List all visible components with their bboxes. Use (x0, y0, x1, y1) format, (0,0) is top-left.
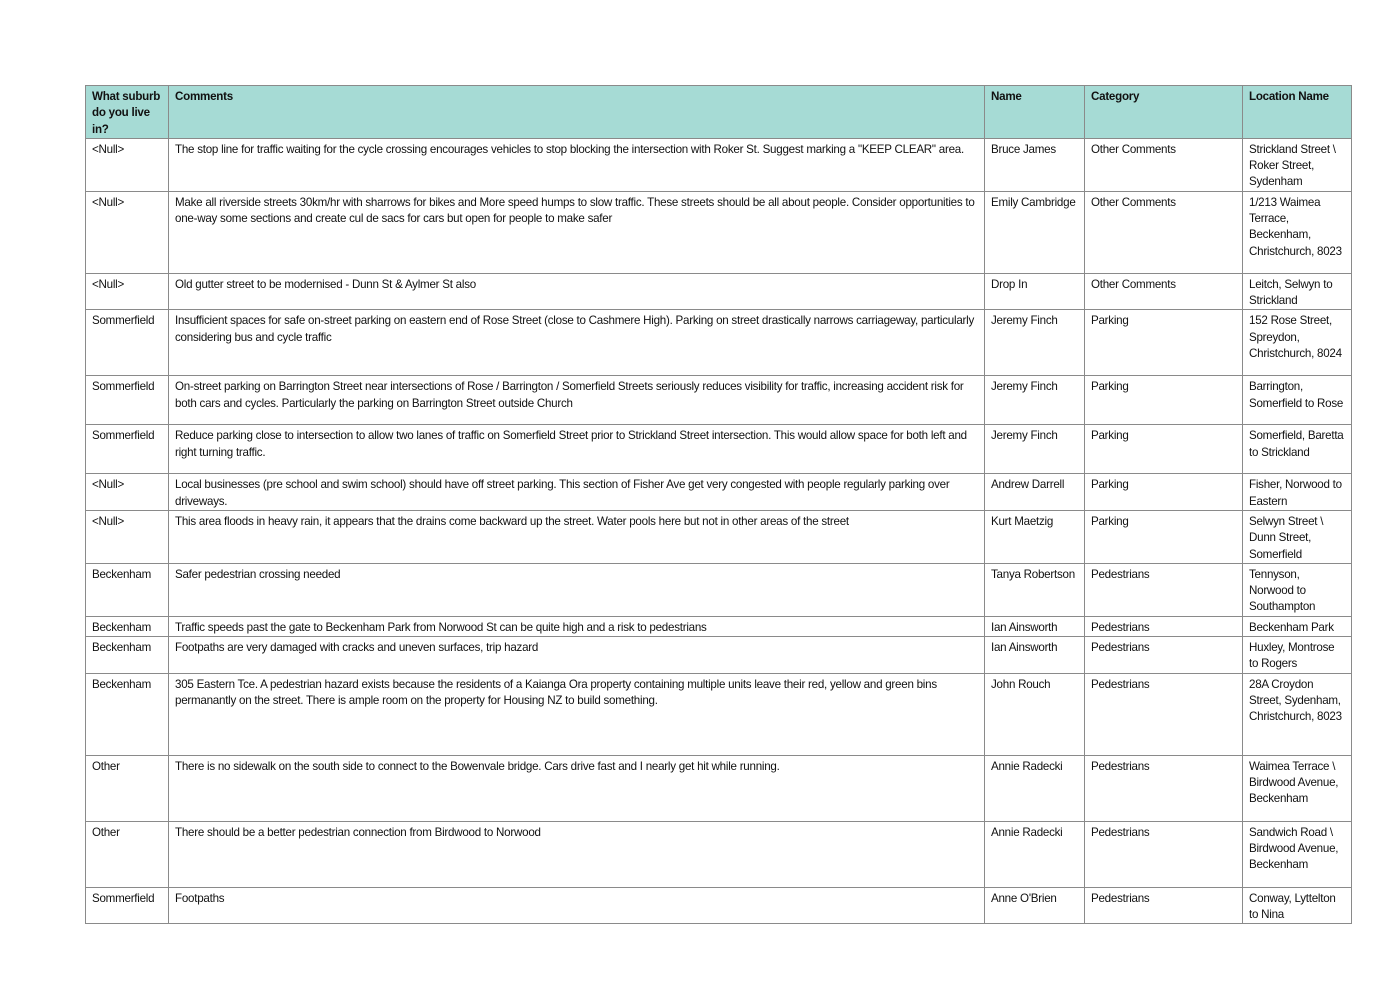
cell-comment: On-street parking on Barrington Street near intersections of Rose / Barrington / Somerfield Streets seriously reduces visibility for traffic, increasing accident risk for both cars and cycles. Particularly the parking on Barrington Street outside Church (169, 376, 985, 425)
cell-name: Bruce James (985, 138, 1085, 191)
cell-category: Pedestrians (1085, 887, 1243, 924)
cell-name: Annie Radecki (985, 821, 1085, 887)
cell-category: Pedestrians (1085, 616, 1243, 636)
cell-comment: 305 Eastern Tce. A pedestrian hazard exists because the residents of a Kaianga Ora property containing multiple units leave their red, yellow and green bins permanantly on the street. There is ample room on the property for Housing NZ to build something. (169, 673, 985, 755)
cell-name: Kurt Maetzig (985, 510, 1085, 563)
table-row (86, 273, 1352, 310)
cell-category: Other Comments (1085, 138, 1243, 191)
header-name: Name (985, 86, 1085, 139)
cell-name: Andrew Darrell (985, 474, 1085, 511)
cell-suburb: <Null> (86, 474, 169, 511)
cell-name: Jeremy Finch (985, 425, 1085, 474)
table-row (86, 376, 1352, 425)
table-header-row (86, 86, 1352, 139)
cell-location: Leitch, Selwyn to Strickland (1243, 273, 1352, 310)
cell-comment: Traffic speeds past the gate to Beckenham Park from Norwood St can be quite high and a risk to pedestrians (169, 616, 985, 636)
cell-category: Pedestrians (1085, 673, 1243, 755)
cell-suburb: Sommerfield (86, 376, 169, 425)
table-row (86, 755, 1352, 821)
cell-suburb: Beckenham (86, 673, 169, 755)
table-row (86, 887, 1352, 924)
cell-location: Somerfield, Baretta to Strickland (1243, 425, 1352, 474)
cell-location: Waimea Terrace \ Birdwood Avenue, Beckenham (1243, 755, 1352, 821)
cell-location: 152 Rose Street, Spreydon, Christchurch, 8024 (1243, 310, 1352, 376)
cell-comment: Old gutter street to be modernised - Dunn St & Aylmer St also (169, 273, 985, 310)
cell-category: Pedestrians (1085, 821, 1243, 887)
cell-category: Other Comments (1085, 273, 1243, 310)
cell-suburb: Sommerfield (86, 887, 169, 924)
cell-suburb: <Null> (86, 138, 169, 191)
cell-name: John Rouch (985, 673, 1085, 755)
header-category: Category (1085, 86, 1243, 139)
cell-location: Beckenham Park (1243, 616, 1352, 636)
cell-suburb: Sommerfield (86, 425, 169, 474)
cell-suburb: Beckenham (86, 616, 169, 636)
cell-name: Anne O'Brien (985, 887, 1085, 924)
cell-location: Tennyson, Norwood to Southampton (1243, 563, 1352, 616)
cell-suburb: <Null> (86, 510, 169, 563)
table-row (86, 425, 1352, 474)
cell-location: Barrington, Somerfield to Rose (1243, 376, 1352, 425)
table-row (86, 821, 1352, 887)
cell-name: Emily Cambridge (985, 191, 1085, 273)
table-row (86, 138, 1352, 191)
cell-name: Jeremy Finch (985, 310, 1085, 376)
cell-name: Annie Radecki (985, 755, 1085, 821)
table-row (86, 673, 1352, 755)
cell-category: Parking (1085, 376, 1243, 425)
table-row (86, 510, 1352, 563)
cell-category: Pedestrians (1085, 637, 1243, 674)
cell-location: Strickland Street \ Roker Street, Sydenham (1243, 138, 1352, 191)
cell-comment: There is no sidewalk on the south side to connect to the Bowenvale bridge. Cars drive fast and I nearly get hit while running. (169, 755, 985, 821)
cell-suburb: Beckenham (86, 563, 169, 616)
cell-location: 1/213 Waimea Terrace, Beckenham, Christchurch, 8023 (1243, 191, 1352, 273)
cell-location: 28A Croydon Street, Sydenham, Christchurch, 8023 (1243, 673, 1352, 755)
cell-location: Selwyn Street \ Dunn Street, Somerfield (1243, 510, 1352, 563)
cell-category: Other Comments (1085, 191, 1243, 273)
cell-name: Tanya Robertson (985, 563, 1085, 616)
cell-suburb: Sommerfield (86, 310, 169, 376)
cell-suburb: Other (86, 755, 169, 821)
cell-name: Ian Ainsworth (985, 616, 1085, 636)
table-row (86, 616, 1352, 636)
cell-location: Fisher, Norwood to Eastern (1243, 474, 1352, 511)
table-row (86, 563, 1352, 616)
cell-category: Parking (1085, 425, 1243, 474)
cell-comment: There should be a better pedestrian connection from Birdwood to Norwood (169, 821, 985, 887)
cell-comment: Reduce parking close to intersection to allow two lanes of traffic on Somerfield Street prior to Strickland Street intersection. This would allow space for both left and right turning traffic. (169, 425, 985, 474)
cell-suburb: <Null> (86, 273, 169, 310)
cell-comment: Insufficient spaces for safe on-street parking on eastern end of Rose Street (close to Cashmere High). Parking on street drastically narrows carriageway, particularly considering bus and cycle traffic (169, 310, 985, 376)
table-row (86, 310, 1352, 376)
cell-location: Sandwich Road \ Birdwood Avenue, Beckenham (1243, 821, 1352, 887)
cell-category: Parking (1085, 474, 1243, 511)
cell-comment: This area floods in heavy rain, it appears that the drains come backward up the street. Water pools here but not in other areas of the street (169, 510, 985, 563)
cell-suburb: Other (86, 821, 169, 887)
cell-comment: Local businesses (pre school and swim school) should have off street parking. This section of Fisher Ave get very congested with people regularly parking over driveways. (169, 474, 985, 511)
cell-category: Parking (1085, 510, 1243, 563)
cell-location: Conway, Lyttelton to Nina (1243, 887, 1352, 924)
cell-name: Drop In (985, 273, 1085, 310)
cell-comment: Footpaths are very damaged with cracks and uneven surfaces, trip hazard (169, 637, 985, 674)
table-row (86, 474, 1352, 511)
comments-table (85, 85, 1352, 924)
cell-category: Pedestrians (1085, 755, 1243, 821)
table-row (86, 191, 1352, 273)
cell-category: Parking (1085, 310, 1243, 376)
cell-suburb: <Null> (86, 191, 169, 273)
cell-comment: Make all riverside streets 30km/hr with sharrows for bikes and More speed humps to slow traffic. These streets should be all about people. Consider opportunities to one-way some sections and create cul de sacs for cars but open for people to make safer (169, 191, 985, 273)
table-row (86, 637, 1352, 674)
cell-comment: Safer pedestrian crossing needed (169, 563, 985, 616)
header-suburb: What suburb do you live in? (86, 86, 169, 139)
cell-name: Ian Ainsworth (985, 637, 1085, 674)
cell-comment: The stop line for traffic waiting for the cycle crossing encourages vehicles to stop blocking the intersection with Roker St. Suggest marking a "KEEP CLEAR" area. (169, 138, 985, 191)
header-comments: Comments (169, 86, 985, 139)
cell-name: Jeremy Finch (985, 376, 1085, 425)
header-location: Location Name (1243, 86, 1352, 139)
cell-location: Huxley, Montrose to Rogers (1243, 637, 1352, 674)
cell-category: Pedestrians (1085, 563, 1243, 616)
cell-comment: Footpaths (169, 887, 985, 924)
cell-suburb: Beckenham (86, 637, 169, 674)
